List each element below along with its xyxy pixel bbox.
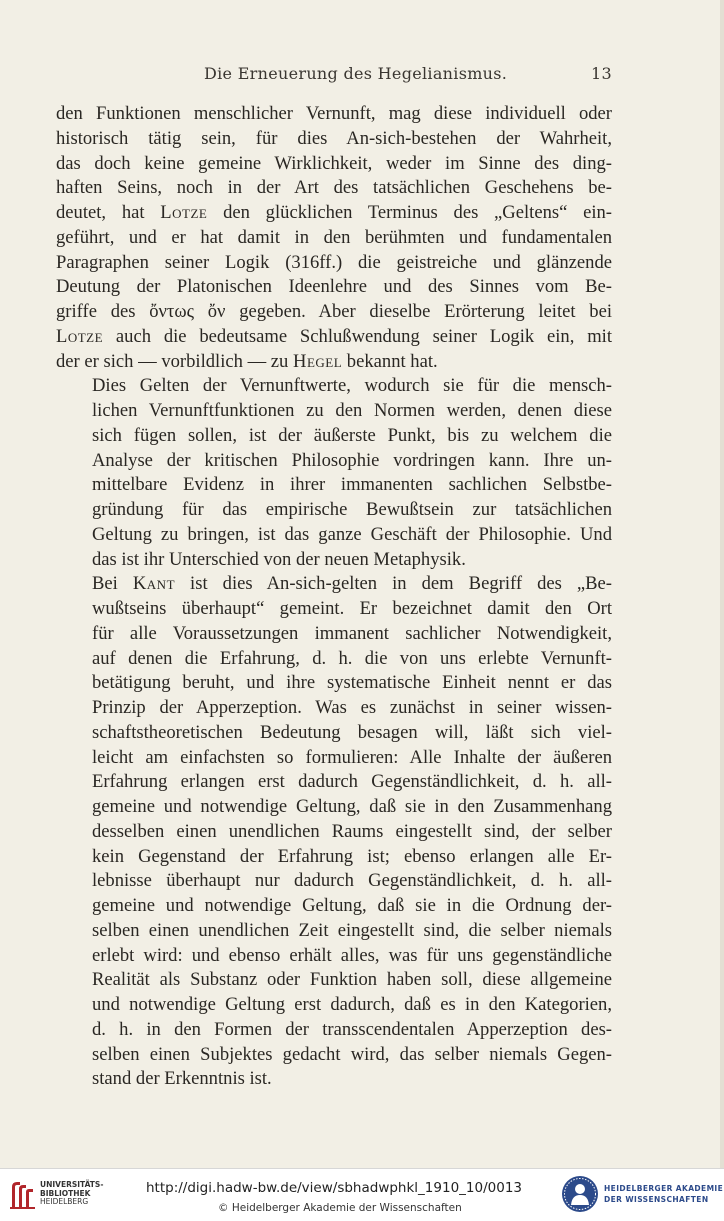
text-line: haften Seins, noch in der Art des tatsächlichen Geschehens be- [56, 177, 612, 199]
text-line: d. h. in den Formen der transscendentalen Apperzeption des- [92, 1018, 612, 1040]
text-line: auf denen die Erfahrung, d. h. die von uns erlebte Vernunft- [92, 647, 612, 669]
text-line: der er sich — vorbildlich — zu Hegel bekannt hat. [56, 350, 438, 372]
text-line: Prinzip der Apperzeption. Was es zunächst in seiner wissen- [92, 697, 612, 718]
author-name: Lotze [160, 202, 208, 223]
text-line: gemeine und notwendige Geltung, daß sie in die Ordnung der- [92, 895, 612, 916]
text-line: schaftstheoretischen Bedeutung besagen will, läßt sich viel- [92, 721, 612, 743]
text-line: desselben einen unendlichen Raums eingestellt sind, der selber [92, 820, 612, 842]
paragraph [56, 572, 612, 1092]
text-line: Paragraphen seiner Logik (316ff.) die geistreiche und glänzende [56, 251, 612, 273]
text-line: lebnisse überhaupt nur dadurch Gegenständlichkeit, d. h. all- [92, 870, 612, 892]
text-line: das ist ihr Unterschied von der neuen Metaphysik. [92, 548, 466, 570]
ub-logo-text: UNIVERSITÄTS- BIBLIOTHEK HEIDELBERG [40, 1180, 104, 1206]
author-name: Hegel [293, 350, 343, 372]
text-line: Realität als Substanz oder Funktion haben soll, diese allgemeine [92, 969, 612, 991]
text-line: Geltung zu bringen, ist das ganze Geschäft der Philosophie. Und [92, 523, 612, 545]
text-line: mittelbare Evidenz in ihrer immanenten sachlichen Selbstbe- [92, 474, 612, 496]
ub-heidelberg-logo-icon [8, 1179, 38, 1211]
text-line: gründung für das empirische Bewußtsein zur tatsächlichen [92, 499, 612, 520]
text-line: leicht am einfachsten so formulieren: Alle Inhalte der äußeren [92, 746, 612, 768]
text-line: den Funktionen menschlicher Vernunft, mag diese individuell oder [56, 103, 612, 124]
text-line: sich fügen sollen, ist der äußerste Punkt, bis zu welchem die [92, 424, 612, 446]
text-line: wußtseins überhaupt“ gemeint. Er bezeichnet damit den Ort [92, 598, 612, 619]
text-line: historisch tätig sein, für dies An-sich-bestehen der Wahrheit, [56, 127, 612, 149]
text-line: für alle Voraussetzungen immanent sachlicher Notwendigkeit, [92, 622, 612, 644]
page-number: 13 [591, 64, 612, 83]
haw-seal-icon [560, 1174, 600, 1214]
paragraph [56, 374, 612, 572]
text-line: das doch keine gemeine Wirklichkeit, weder im Sinne des ding- [56, 152, 612, 174]
author-name: Lotze [56, 325, 104, 347]
text-line: geführt, und er hat damit in den berühmten und fundamentalen [56, 226, 612, 248]
paragraph [56, 102, 612, 374]
text-line: Erfahrung erlangen erst dadurch Gegenständlichkeit, d. h. all- [92, 771, 612, 793]
text-line: Lotze auch die bedeutsame Schlußwendung seiner Logik ein, mit [56, 325, 612, 347]
text-line: griffe des ὄντως ὄν gegeben. Aber dieselbe Erörterung leitet bei [56, 301, 612, 322]
text-line: gemeine und notwendige Geltung, daß sie in den Zusammenhang [92, 796, 612, 817]
permalink-url[interactable]: http://digi.hadw-bw.de/view/sbhadwphkl_1910_10/0013 [146, 1180, 522, 1196]
copyright-notice: © Heidelberger Akademie der Wissenschaften [218, 1202, 462, 1214]
viewer-footer [0, 1168, 724, 1221]
text-line: Bei Kant ist dies An-sich-gelten in dem Begriff des „Be- [92, 573, 612, 595]
text-line: selben einen Subjektes gedacht wird, das selber niemals Gegen- [92, 1043, 612, 1065]
text-line: und notwendige Geltung erst dadurch, daß es in den Kategorien, [92, 994, 612, 1015]
text-line: Dies Gelten der Vernunftwerte, wodurch sie für die mensch- [92, 375, 612, 397]
author-name: Kant [132, 573, 176, 595]
haw-logo-text: HEIDELBERGER AKADEMIE DER WISSENSCHAFTEN [604, 1184, 724, 1204]
text-line: Deutung der Platonischen Ideenlehre und des Sinnes vom Be- [56, 276, 612, 298]
text-line: deutet, hat Lotze den glücklichen Terminus des „Geltens“ ein- [56, 202, 612, 223]
text-line: selben einen unendlichen Zeit eingestellt sind, die selber niemals [92, 919, 612, 941]
text-line: betätigung beruht, und ihre systematische Einheit nennt er das [92, 672, 612, 694]
text-line: lichen Vernunftfunktionen zu den Normen werden, denen diese [92, 400, 612, 421]
running-title: Die Erneuerung des Hegelianismus. [204, 64, 508, 83]
text-line: Analyse der kritischen Philosophie vordringen kann. Ihre un- [92, 449, 612, 471]
body-text [56, 102, 612, 1092]
text-line: erlebt wird: und ebenso erhält alles, was für uns gegenständliche [92, 944, 612, 966]
text-line: stand der Erkenntnis ist. [92, 1068, 272, 1090]
text-line: kein Gegenstand der Erfahrung ist; ebenso erlangen alle Er- [92, 845, 612, 867]
